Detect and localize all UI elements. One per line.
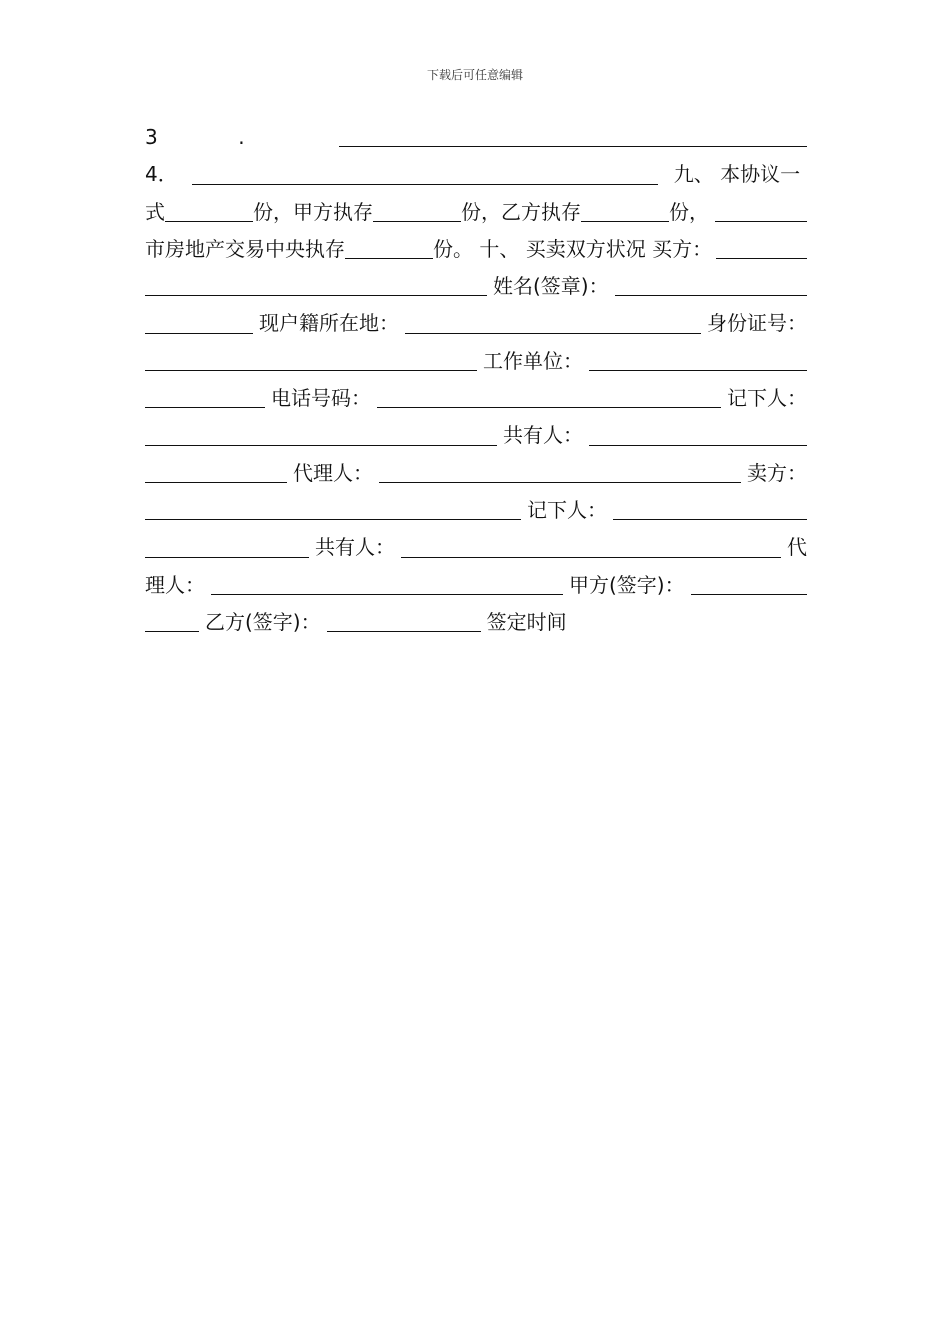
blank-field[interactable] [613, 518, 807, 520]
blank-field[interactable] [615, 294, 807, 296]
blank-field[interactable] [379, 481, 741, 483]
blank-field[interactable] [715, 220, 807, 222]
text-fragment: 代 [787, 535, 807, 560]
recorder-label: 记下人： [527, 497, 607, 522]
text-line-10 [145, 455, 807, 492]
text-line-2 [145, 156, 807, 193]
text-line-12 [145, 529, 807, 566]
id-number-label: 身份证号： [707, 311, 807, 336]
co-owner-label: 共有人： [503, 423, 583, 448]
text-line-4 [145, 231, 807, 268]
text-fragment: 份，乙方执存 [461, 199, 581, 224]
blank-field[interactable] [589, 369, 807, 371]
blank-field[interactable] [691, 593, 807, 595]
phone-label: 电话号码： [271, 386, 371, 411]
blank-field[interactable] [401, 556, 781, 558]
household-address-label: 现户籍所在地： [259, 311, 399, 336]
blank-field[interactable] [145, 406, 265, 408]
text-line-3 [145, 194, 807, 231]
agent-label: 代理人： [293, 460, 373, 485]
agent-label: 理人： [145, 572, 205, 597]
blank-field[interactable] [165, 220, 253, 222]
recorder-label: 记下人： [727, 386, 807, 411]
blank-field[interactable] [211, 593, 563, 595]
blank-field[interactable] [145, 518, 521, 520]
blank-field[interactable] [377, 406, 721, 408]
text-fragment: 份，甲方执存 [253, 199, 373, 224]
buyer-name-label: 姓名(签章)： [493, 274, 609, 299]
blank-field[interactable] [145, 332, 253, 334]
item-number: 4． [145, 162, 178, 187]
workplace-label: 工作单位： [483, 348, 583, 373]
blank-field[interactable] [145, 630, 199, 632]
text-line-1 [145, 119, 807, 156]
text-line-13 [145, 567, 807, 604]
text-line-6 [145, 305, 807, 342]
text-line-7 [145, 343, 807, 380]
text-fragment: 份。 十、 买卖双方状况 买方： [433, 236, 713, 261]
blank-field[interactable] [192, 183, 658, 185]
blank-field[interactable] [405, 332, 701, 334]
co-owner-label: 共有人： [315, 535, 395, 560]
sign-date-label: 签定时间 [486, 609, 567, 634]
party-b-signature-label: 乙方(签字)： [205, 609, 321, 634]
blank-field[interactable] [716, 257, 807, 259]
blank-field[interactable] [345, 257, 433, 259]
blank-field[interactable] [145, 444, 497, 446]
text-line-9 [145, 417, 807, 454]
text-line-14 [145, 604, 807, 641]
blank-field[interactable] [581, 220, 669, 222]
text-fragment: 式 [145, 199, 165, 224]
blank-field[interactable] [145, 556, 309, 558]
blank-field[interactable] [145, 481, 287, 483]
seller-label: 卖方： [747, 460, 807, 485]
text-line-5 [145, 268, 807, 305]
text-line-8 [145, 380, 807, 417]
blank-field[interactable] [589, 444, 807, 446]
blank-field[interactable] [145, 369, 477, 371]
blank-field[interactable] [339, 145, 807, 147]
text-line-11 [145, 492, 807, 529]
dot-text: . [238, 125, 245, 149]
page-header: 下载后可任意编辑 [426, 68, 523, 82]
blank-field[interactable] [327, 630, 481, 632]
party-a-signature-label: 甲方(签字)： [569, 572, 685, 597]
text-fragment: 九、 本协议一 [673, 162, 801, 187]
text-fragment: 市房地产交易中央执存 [145, 236, 345, 261]
blank-field[interactable] [145, 294, 487, 296]
text-fragment: 份， [669, 199, 709, 224]
document-body [145, 119, 807, 641]
blank-field[interactable] [373, 220, 461, 222]
item-number: 3 [145, 125, 158, 149]
